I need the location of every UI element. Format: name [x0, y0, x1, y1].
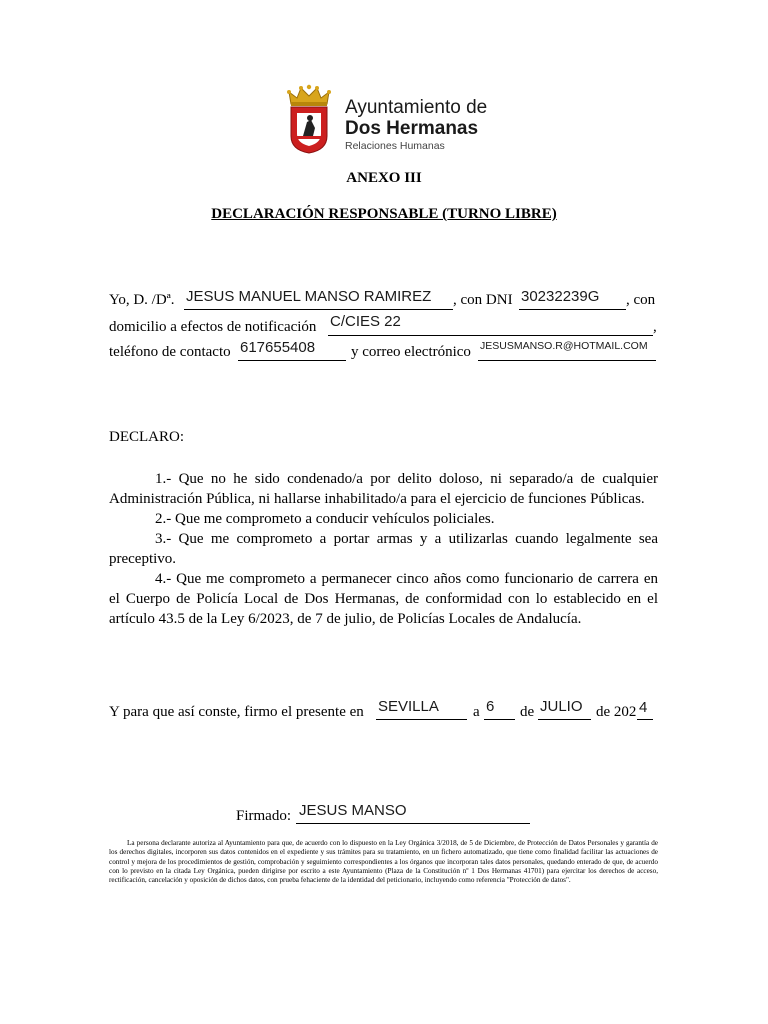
signed-field[interactable]: JESUS MANSO	[299, 802, 407, 819]
declaration-2: 2.- Que me comprometo a conducir vehículos policiales.	[155, 511, 495, 527]
email-underline	[478, 360, 656, 361]
year-underline	[637, 719, 653, 720]
month-underline	[538, 719, 591, 720]
declaro-heading: DECLARO:	[109, 429, 184, 445]
org-department: Relaciones Humanas	[345, 140, 445, 152]
signed-underline	[296, 823, 530, 824]
place-field[interactable]: SEVILLA	[378, 698, 439, 715]
org-city: Dos Hermanas	[345, 118, 479, 139]
document-subtitle: DECLARACIÓN RESPONSABLE (TURNO LIBRE)	[211, 206, 557, 222]
email-field[interactable]: JESUSMANSO.R@HOTMAIL.COM	[480, 340, 648, 352]
year-label: de 202	[596, 704, 637, 720]
signed-label: Firmado:	[236, 808, 291, 824]
place-underline	[376, 719, 467, 720]
dni-underline	[519, 309, 626, 310]
email-label: y correo electrónico	[351, 344, 471, 360]
month-field[interactable]: JULIO	[540, 698, 583, 715]
org-name: Ayuntamiento de	[345, 97, 488, 118]
dni-field[interactable]: 30232239G	[521, 288, 600, 305]
address-label: domicilio a efectos de notificación	[109, 319, 317, 335]
declaration-4: 4.- Que me comprometo a permanecer cinco años como funcionario de carrera en el Cuerpo de Policía Local de Dos Hermanas, de conformidad con lo establecido en el artículo 43.5 de la Ley 6/2023, de 7 de julio, de Policías Locales de Andalucía.	[109, 571, 658, 627]
phone-underline	[238, 360, 346, 361]
declaration-1: 1.- Que no he sido condenado/a por delito doloso, ni separado/a de cualquier Administración Pública, ni hallarse inhabilitado/a para el ejercicio de funciones Públicas.	[109, 471, 658, 507]
phone-field[interactable]: 617655408	[240, 339, 316, 356]
dni-label: , con DNI	[453, 292, 513, 308]
address-suffix: ,	[653, 319, 657, 335]
address-underline	[328, 335, 653, 336]
address-field[interactable]: C/CIES 22	[330, 313, 401, 330]
de-label: de	[520, 704, 535, 720]
declaration-3: 3.- Que me comprometo a portar armas y a utilizarlas cuando legalmente sea preceptivo.	[109, 531, 658, 567]
day-field[interactable]: 6	[486, 698, 495, 715]
year-field[interactable]: 4	[639, 699, 648, 716]
name-field[interactable]: JESUS MANUEL MANSO RAMIREZ	[186, 288, 432, 305]
name-underline	[184, 309, 453, 310]
name-label: Yo, D. /Dª.	[109, 292, 175, 308]
signature-prefix: Y para que así conste, firmo el presente en	[109, 704, 364, 720]
day-underline	[484, 719, 515, 720]
data-protection-note: La persona declarante autoriza al Ayuntamiento para que, de acuerdo con lo dispuesto en la Ley Orgánica 3/2018, de 5 de Diciembre, de Protección de Datos Personales y garantía de los derechos digitales, incorporen sus datos contenidos en el expediente y sus trámites para su tratamiento, en un fichero automatizado, que tiene como finalidad facilitar las actuaciones de control y mejora de los procedimientos de gestión, comprobación y seguimiento correspondientes a los órganos que incorporan tales datos personales, quedando enterado de que, de acuerdo con lo previsto en la citada Ley Orgánica, pueden dirigirse por escrito a este Ayuntamiento (Plaza de la Constitución nº 1 Dos Hermanas 41701) para ejercitar los derechos de acceso, rectificación, cancelación y oposición de dichos datos, con prueba fehaciente de la identidad del peticionario, incluyendo como referencia "Protección de datos".	[109, 839, 658, 885]
a-label: a	[473, 704, 480, 720]
dni-suffix: , con	[626, 292, 656, 308]
document-title: ANEXO III	[346, 170, 422, 186]
coat-of-arms-logo	[285, 84, 333, 154]
phone-label: teléfono de contacto	[109, 344, 231, 360]
declarations-list	[109, 469, 658, 629]
